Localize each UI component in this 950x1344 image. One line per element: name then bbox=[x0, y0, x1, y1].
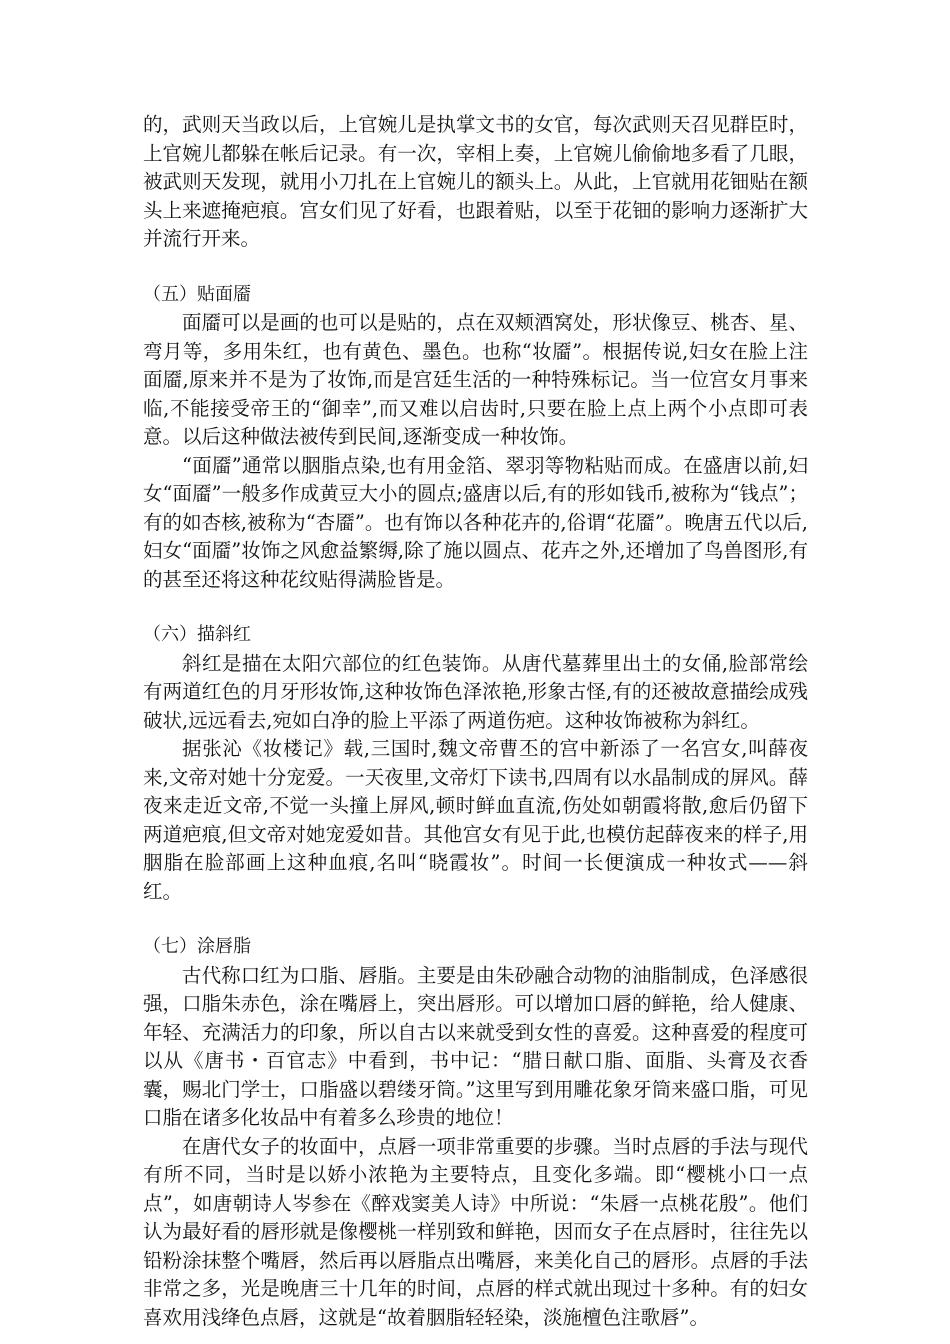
section-spacer bbox=[143, 254, 808, 281]
paragraph-face-dimple-2: “面靥”通常以胭脂点染,也有用金箔、翠羽等物粘贴而成。在盛唐以前,妇女“面靥”一般多作成黄豆大小的圆点;盛唐以后,有的形如钱币,被称为“钱点”；有的如杏核,被称为“杏靥”。也有饰以各种花卉的,俗谓“花靥”。晚唐五代以后,妇女“面靥”妆饰之风愈益繁缛,除了施以圆点、花卉之外,还增加了鸟兽图形,有的甚至还将这种花纹贴得满脸皆是。 bbox=[143, 453, 808, 591]
paragraph-slanted-red-1: 斜红是描在太阳穴部位的红色装饰。从唐代墓葬里出土的女俑,脸部常绘有两道红色的月牙形妆饰,这种妆饰色泽浓艳,形象古怪,有的还被故意描绘成残破状,远远看去,宛如白净的脸上平添了两道伤疤。这种妆饰被称为斜红。 bbox=[143, 651, 808, 732]
section-spacer bbox=[143, 594, 808, 621]
document-body bbox=[143, 111, 808, 1332]
paragraph-face-dimple-1: 面靥可以是画的也可以是贴的，点在双颊酒窝处，形状像豆、桃杏、星、弯月等，多用朱红，也有黄色、墨色。也称“妆靥”。根据传说,妇女在脸上注面靥,原来并不是为了妆饰,而是宫廷生活的一种特殊标记。当一位宫女月事来临,不能接受帝王的“御幸”,而又难以启齿时,只要在脸上点上两个小点即可表意。以后这种做法被传到民间,逐渐变成一种妆饰。 bbox=[143, 311, 808, 448]
paragraph-slanted-red-2: 据张沁《妆楼记》载,三国时,魏文帝曹丕的宫中新添了一名宫女,叫薛夜来,文帝对她十分宠爱。一天夜里,文帝灯下读书,四周有以水晶制成的屏风。薛夜来走近文帝,不觉一头撞上屏风,顿时鲜血直流,伤处如朝霞将散,愈后仍留下两道疤痕,但文帝对她宠爱如昔。其他宫女有见于此,也模仿起薛夜来的样子,用胭脂在脸部画上这种血痕,名叫“晓霞妆”。时间一长便演成一种妆式——斜红。 bbox=[143, 737, 808, 903]
section-heading-slanted-red: （六）描斜红 bbox=[143, 624, 251, 645]
section-spacer bbox=[143, 906, 808, 933]
paragraph-lip-rouge-2: 在唐代女子的妆面中，点唇一项非常重要的步骤。当时点唇的手法与现代有所不同，当时是以娇小浓艳为主要特点，且变化多端。即“樱桃小口一点点”，如唐朝诗人岑参在《醉戏窦美人诗》中所说：“朱唇一点桃花殷”。他们认为最好看的唇形就是像樱桃一样别致和鲜艳，因而女子在点唇时，往往先以铅粉涂抹整个嘴唇，然后再以唇脂点出嘴唇，来美化自己的唇形。点唇的手法非常之多，光是晚唐三十几年的时间，点唇的样式就出现过十多种。有的妇女喜欢用浅绛色点唇，这就是“故着胭脂轻轻染，淡施檀色注歌唇”。 bbox=[143, 1134, 808, 1329]
section-heading-lip-rouge: （七）涂唇脂 bbox=[143, 936, 251, 957]
section-heading-face-dimple: （五）贴面靥 bbox=[143, 283, 251, 305]
paragraph-lip-rouge-1: 古代称口红为口脂、唇脂。主要是由朱砂融合动物的油脂制成，色泽感很强，口脂朱赤色，涂在嘴唇上，突出唇形。可以增加口唇的鲜艳，给人健康、年轻、充满活力的印象，所以自古以来就受到女性的喜爱。这种喜爱的程度可以从《唐书・百官志》中看到，书中记：“腊日献口脂、面脂、头膏及衣香囊，赐北门学士，口脂盛以碧缕牙筒。”这里写到用雕花象牙筒来盛口脂，可见口脂在诸多化妆品中有着多么珍贵的地位！ bbox=[143, 963, 808, 1129]
intro-paragraph: 的，武则天当政以后，上官婉儿是执掌文书的女官，每次武则天召见群臣时，上官婉儿都躲在帐后记录。有一次，宰相上奏，上官婉儿偷偷地多看了几眼，被武则天发现，就用小刀扎在上官婉儿的额头上。从此，上官就用花钿贴在额头上来遮掩疤痕。宫女们见了好看，也跟着贴，以至于花钿的影响力逐渐扩大并流行开来。 bbox=[143, 113, 808, 250]
